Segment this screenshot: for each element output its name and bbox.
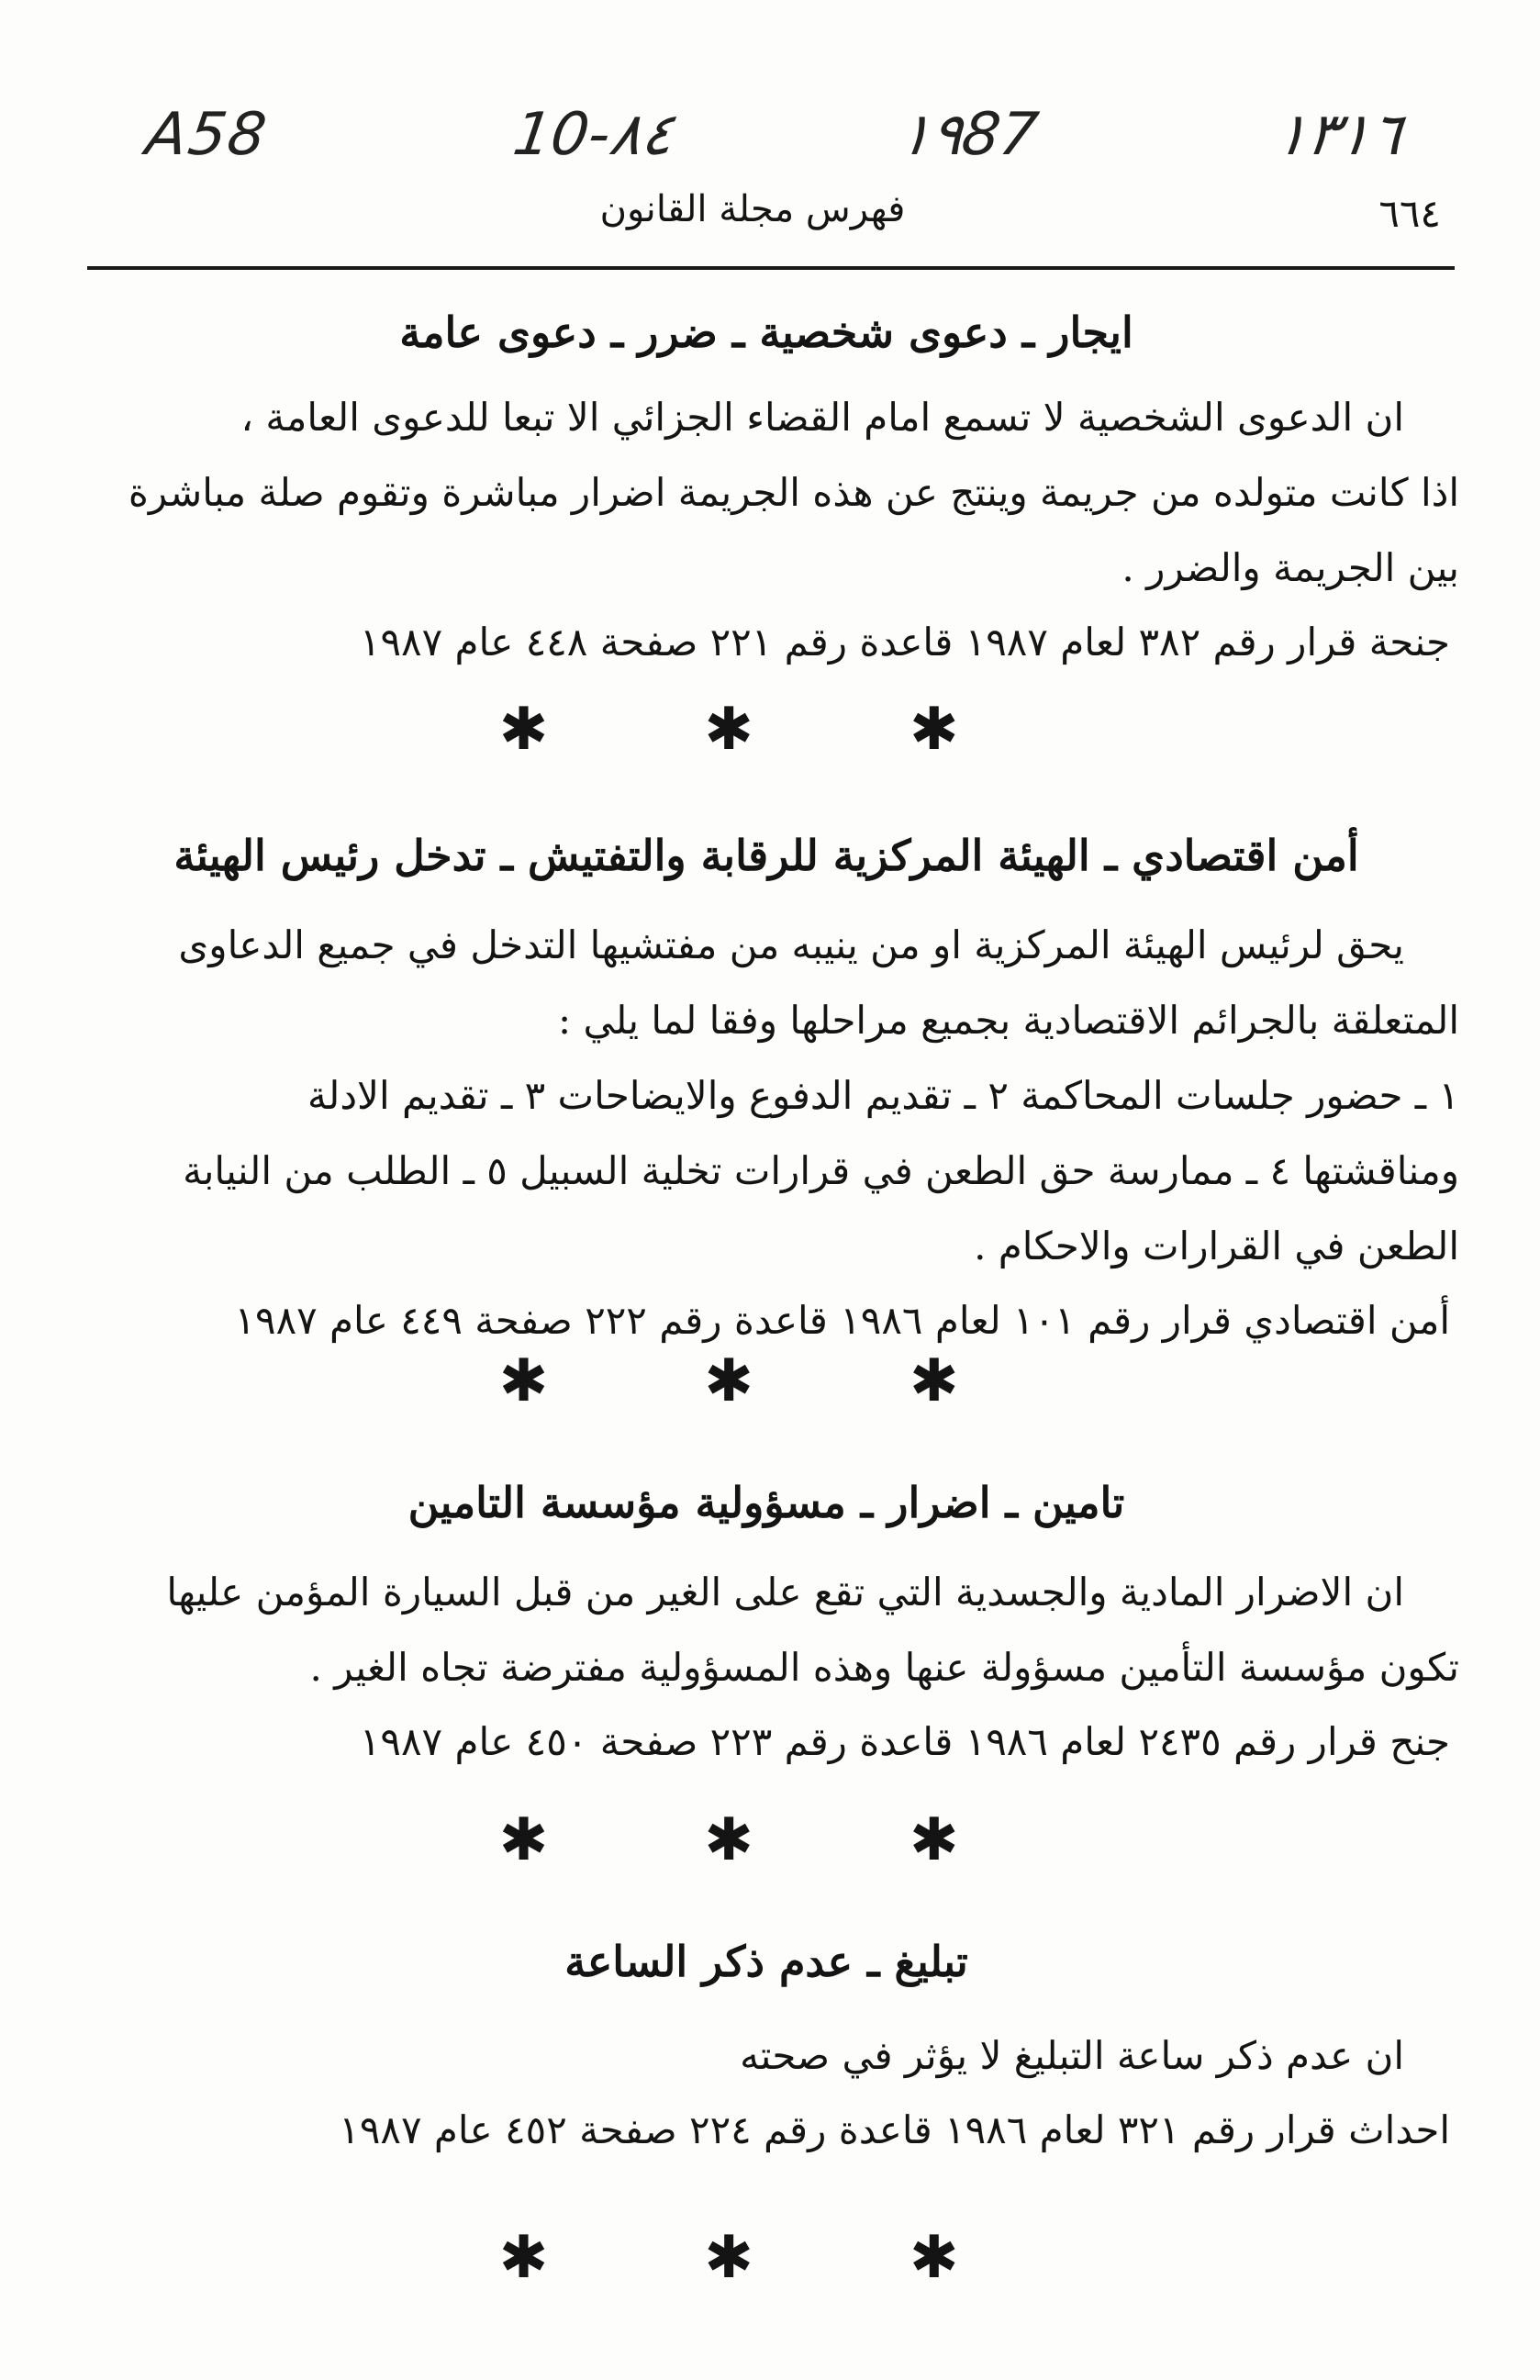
star-icon: ✱ xyxy=(704,1347,836,1415)
handwritten-mark: ١٩87 xyxy=(894,101,1043,169)
star-icon: ✱ xyxy=(704,696,836,764)
handwritten-mark: A58 xyxy=(141,101,273,169)
body-line: ان الدعوى الشخصية لا تسمع امام القضاء الجزائي الا تبعا للدعوى العامة ، xyxy=(240,395,1404,440)
entry-amn-iqtisadi xyxy=(73,826,1459,1358)
entry-tamin xyxy=(73,1473,1459,1779)
star-icon: ✱ xyxy=(909,1347,1042,1415)
star-icon: ✱ xyxy=(909,1806,1042,1874)
body-line: ١ ـ حضور جلسات المحاكمة ٢ ـ تقديم الدفوع والايضاحات ٣ ـ تقديم الادلة xyxy=(307,1073,1459,1118)
entry-reference: احداث قرار رقم ٣٢١ لعام ١٩٨٦ قاعدة رقم ٢٢٤ صفحة ٤٥٢ عام ١٩٨٧ xyxy=(339,2107,1450,2152)
star-icon: ✱ xyxy=(498,1347,631,1415)
star-icon: ✱ xyxy=(704,2224,836,2292)
body-line: اذا كانت متولده من جريمة وينتج عن هذه الجريمة اضرار مباشرة وتقوم صلة مباشرة xyxy=(128,470,1459,515)
body-line: ان عدم ذكر ساعة التبليغ لا يؤثر في صحته xyxy=(740,2033,1404,2078)
entry-title: تبليغ ـ عدم ذكر الساعة xyxy=(564,1937,968,1986)
body-line: الطعن في القرارات والاحكام . xyxy=(974,1224,1459,1268)
handwritten-mark: ١٣١٦ xyxy=(1270,101,1407,169)
handwritten-mark: 10-٨٤ xyxy=(508,101,678,169)
entry-reference: أمن اقتصادي قرار رقم ١٠١ لعام ١٩٨٦ قاعدة رقم ٢٢٢ صفحة ٤٤٩ عام ١٩٨٧ xyxy=(234,1298,1450,1343)
header-rule xyxy=(87,266,1455,270)
star-icon: ✱ xyxy=(498,696,631,764)
body-line: المتعلقة بالجرائم الاقتصادية بجميع مراحلها وفقا لما يلي : xyxy=(557,998,1459,1043)
separator-stars xyxy=(0,693,1540,766)
entry-title: أمن اقتصادي ـ الهيئة المركزية للرقابة والتفتيش ـ تدخل رئيس الهيئة xyxy=(173,831,1359,880)
entry-reference: جنحة قرار رقم ٣٨٢ لعام ١٩٨٧ قاعدة رقم ٢٢١ صفحة ٤٤٨ عام ١٩٨٧ xyxy=(359,620,1450,665)
body-line: بين الجريمة والضرر . xyxy=(1122,545,1459,590)
running-title: فهرس مجلة القانون xyxy=(599,188,906,230)
entry-ijar xyxy=(73,303,1459,679)
entry-title: ايجار ـ دعوى شخصية ـ ضرر ـ دعوى عامة xyxy=(399,307,1133,357)
separator-stars xyxy=(0,2221,1540,2295)
body-line: ان الاضرار المادية والجسدية التي تقع على الغير من قبل السيارة المؤمن عليها xyxy=(166,1570,1404,1615)
star-icon: ✱ xyxy=(704,1806,836,1874)
star-icon: ✱ xyxy=(498,2224,631,2292)
star-icon: ✱ xyxy=(909,696,1042,764)
star-icon: ✱ xyxy=(498,1806,631,1874)
entry-tabligh xyxy=(73,1932,1459,2167)
separator-stars xyxy=(0,1804,1540,1877)
entry-title: تامين ـ اضرار ـ مسؤولية مؤسسة التامين xyxy=(407,1478,1125,1527)
entry-list-body xyxy=(73,1058,1459,1284)
body-line: يحق لرئيس الهيئة المركزية او من ينيبه من مفتشيها التدخل في جميع الدعاوى xyxy=(178,922,1404,967)
entry-body xyxy=(73,1555,1459,1705)
entry-body xyxy=(73,2018,1459,2094)
entry-reference: جنح قرار رقم ٢٤٣٥ لعام ١٩٨٦ قاعدة رقم ٢٢٣ صفحة ٤٥٠ عام ١٩٨٧ xyxy=(359,1719,1450,1764)
separator-stars xyxy=(0,1345,1540,1418)
entry-body xyxy=(73,908,1459,1058)
body-line: تكون مؤسسة التأمين مسؤولة عنها وهذه المسؤولية مفترضة تجاه الغير . xyxy=(309,1645,1459,1690)
body-line: ومناقشتها ٤ ـ ممارسة حق الطعن في قرارات تخلية السبيل ٥ ـ الطلب من النيابة xyxy=(183,1148,1459,1193)
star-icon: ✱ xyxy=(909,2224,1042,2292)
page-number: ٦٦٤ xyxy=(1378,191,1441,236)
entry-body xyxy=(73,380,1459,606)
